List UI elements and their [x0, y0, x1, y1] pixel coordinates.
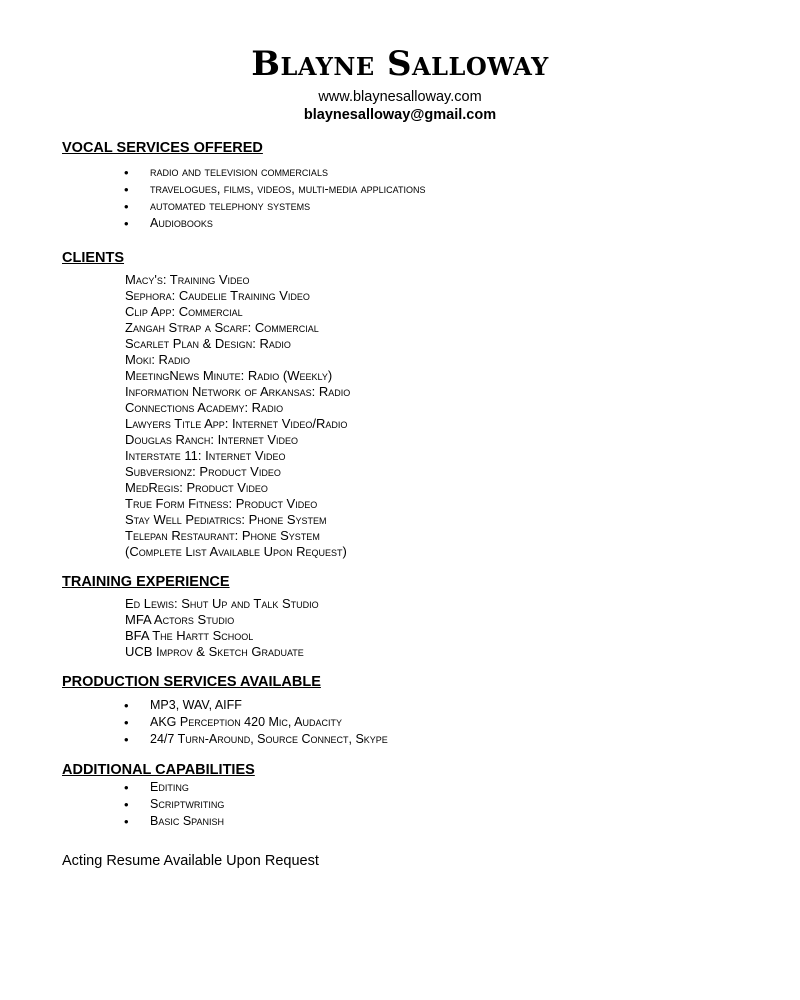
production-heading: PRODUCTION SERVICES AVAILABLE	[62, 674, 321, 690]
list-item: Sephora: Caudelie Training Video	[125, 288, 310, 303]
list-item: • Audiobooks	[124, 215, 426, 232]
list-item: • AKG Perception 420 Mic, Audacity	[124, 714, 388, 731]
list-item: • MP3, WAV, AIFF	[124, 697, 388, 714]
website-link[interactable]: www.blaynesalloway.com	[318, 89, 482, 105]
candidate-name: Blayne Salloway	[251, 44, 549, 84]
list-item: Telepan Restaurant: Phone System	[125, 528, 320, 543]
list-item: MedRegis: Product Video	[125, 480, 268, 495]
list-item: True Form Fitness: Product Video	[125, 496, 318, 511]
vocal-services-heading: VOCAL SERVICES OFFERED	[62, 140, 263, 156]
acting-resume-note: Acting Resume Available Upon Request	[62, 853, 319, 869]
list-item: BFA The Hartt School	[125, 628, 254, 643]
list-item: MeetingNews Minute: Radio (Weekly)	[125, 368, 333, 383]
list-item: UCB Improv & Sketch Graduate	[125, 644, 304, 659]
list-item: MFA Actors Studio	[125, 612, 235, 627]
list-item: • Editing	[124, 779, 224, 796]
list-item: Information Network of Arkansas: Radio	[125, 384, 351, 399]
list-item: • Scriptwriting	[124, 796, 224, 813]
list-item: Connections Academy: Radio	[125, 400, 284, 415]
list-item: • Basic Spanish	[124, 813, 224, 830]
list-item: Scarlet Plan & Design: Radio	[125, 336, 291, 351]
list-item: Subversionz: Product Video	[125, 464, 281, 479]
list-item: • radio and television commercials	[124, 164, 426, 181]
vocal-services-list	[124, 164, 426, 232]
training-list	[125, 596, 319, 660]
clients-heading: CLIENTS	[62, 250, 125, 266]
resume-header	[0, 40, 800, 124]
list-item: (Complete List Available Upon Request)	[125, 544, 347, 559]
additional-list	[124, 779, 224, 830]
list-item: • automated telephony systems	[124, 198, 426, 215]
list-item: • 24/7 Turn-Around, Source Connect, Skype	[124, 731, 388, 748]
list-item: Macy's: Training Video	[125, 272, 250, 287]
list-item: Moki: Radio	[125, 352, 190, 367]
clients-list	[125, 272, 350, 560]
list-item: Interstate 11: Internet Video	[125, 448, 286, 463]
email-link[interactable]: blaynesalloway@gmail.com	[303, 107, 497, 123]
list-item: Zangah Strap a Scarf: Commercial	[125, 320, 319, 335]
list-item: Douglas Ranch: Internet Video	[125, 432, 299, 447]
additional-heading: ADDITIONAL CAPABILITIES	[62, 762, 255, 778]
list-item: • travelogues, films, videos, multi-media applications	[124, 181, 426, 198]
training-heading: TRAINING EXPERIENCE	[62, 574, 230, 590]
list-item: Lawyers Title App: Internet Video/Radio	[125, 416, 348, 431]
production-list	[124, 697, 388, 748]
list-item: Ed Lewis: Shut Up and Talk Studio	[125, 596, 319, 611]
list-item: Clip App: Commercial	[125, 304, 243, 319]
list-item: Stay Well Pediatrics: Phone System	[125, 512, 327, 527]
